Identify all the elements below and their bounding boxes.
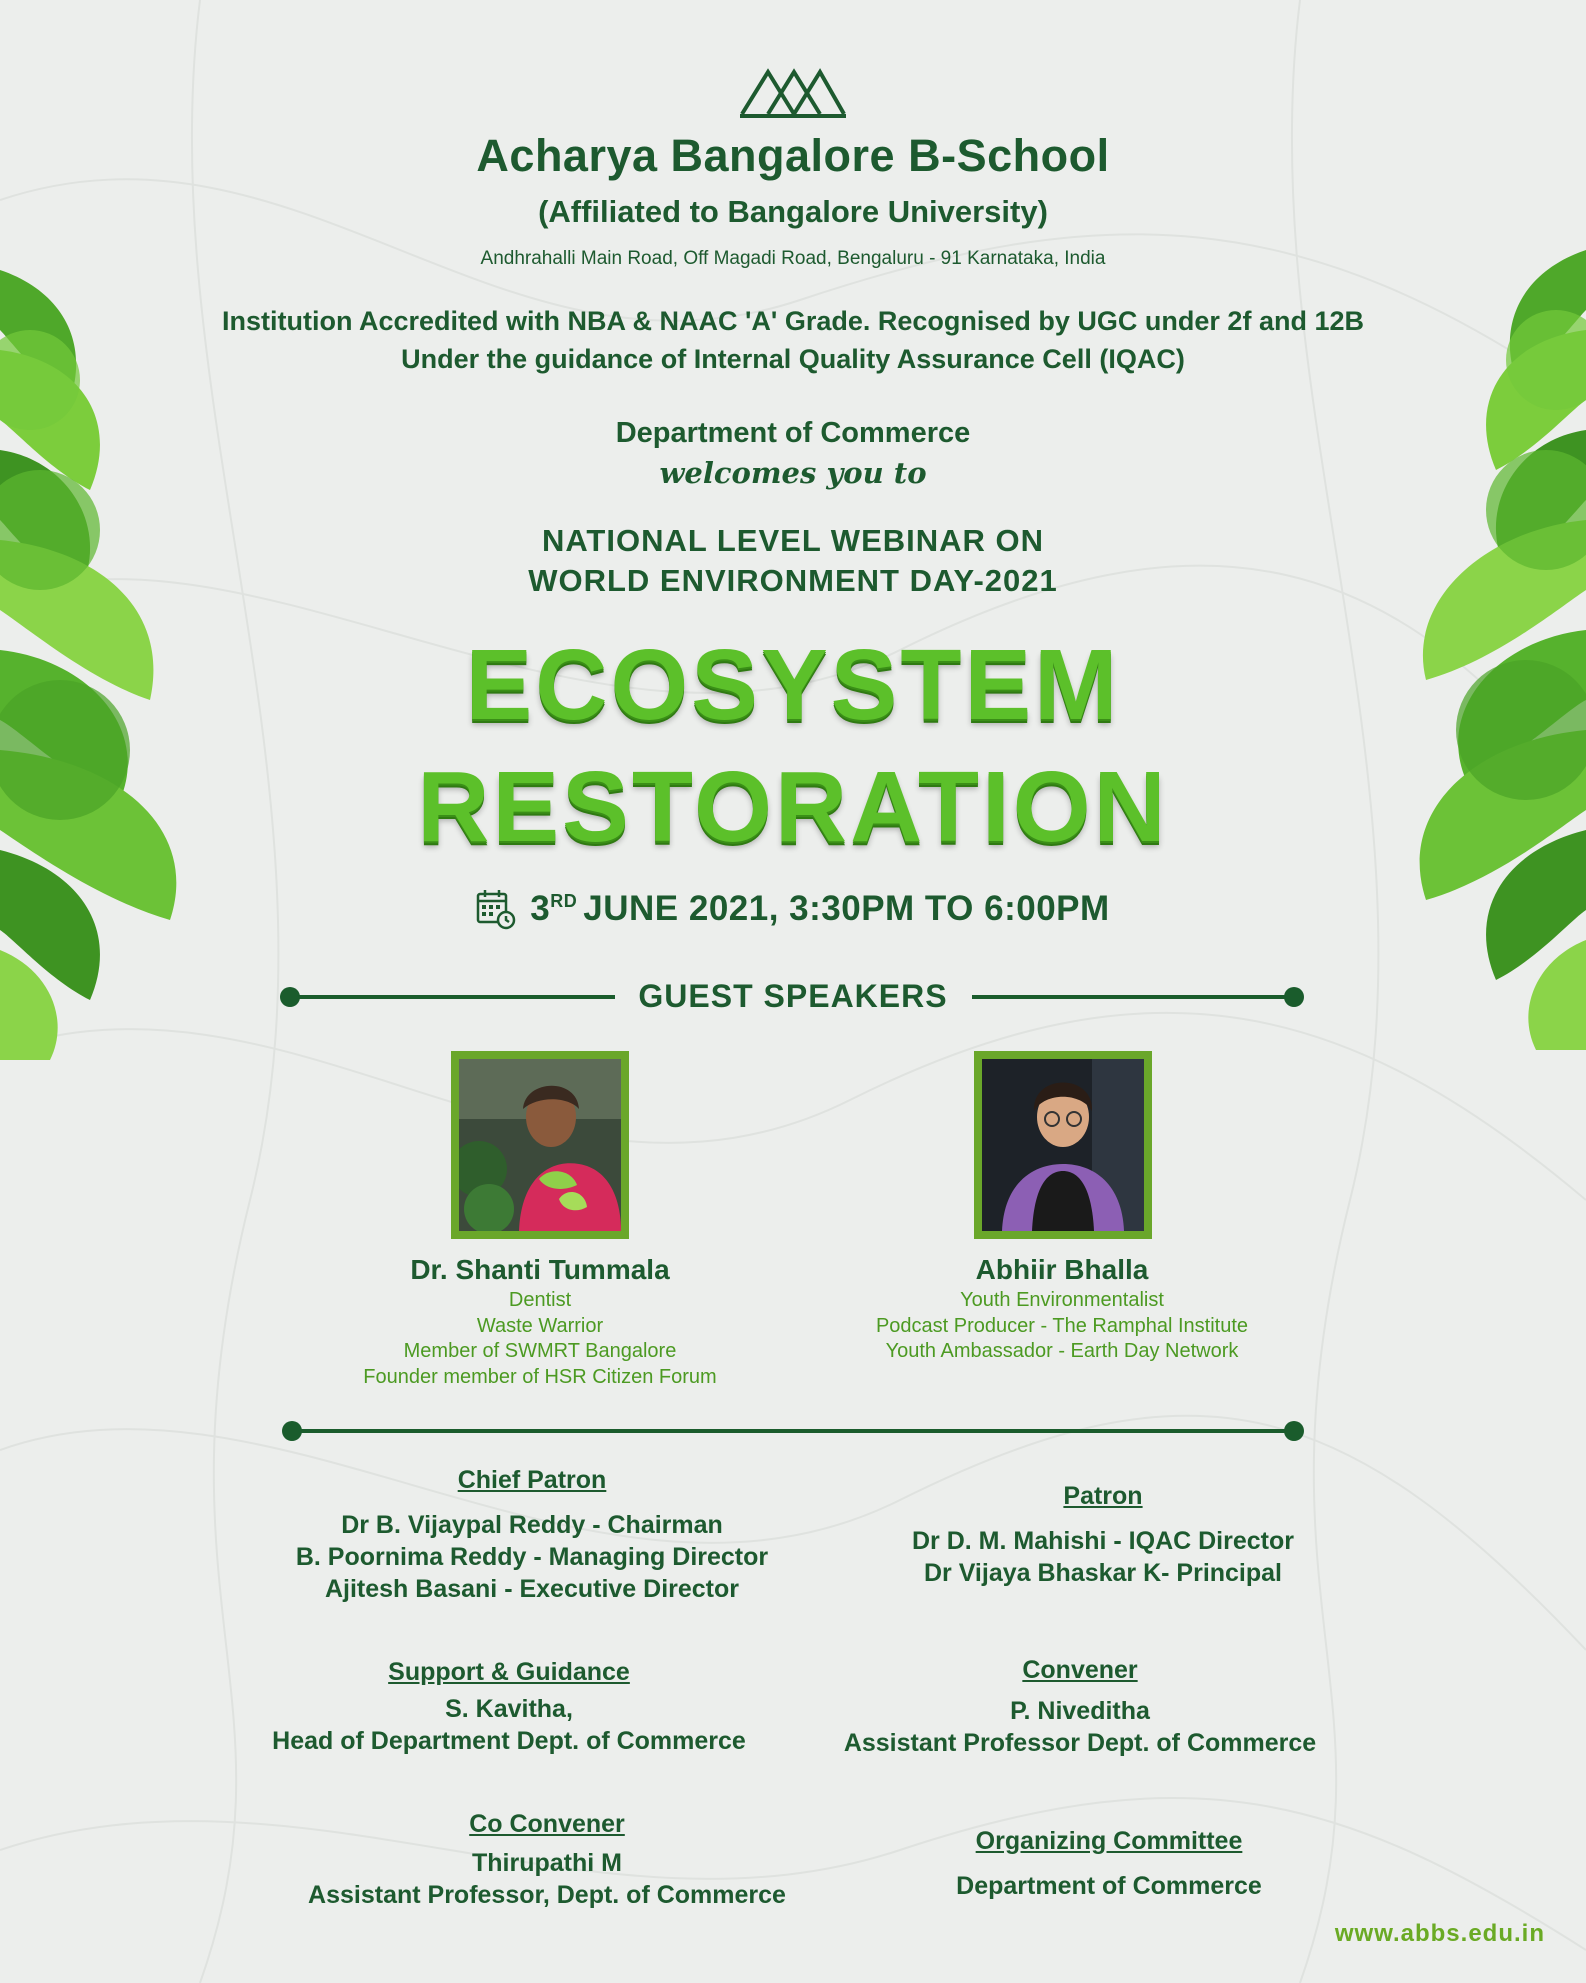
co-convener-block [247, 1810, 847, 1911]
speaker-2-photo [974, 1051, 1152, 1239]
patron-heading: Patron [1063, 1482, 1143, 1510]
event-date-rest: JUNE 2021, 3:30PM TO 6:00PM [583, 889, 1110, 928]
speaker-2-role: Youth Ambassador - Earth Day Network [885, 1340, 1239, 1362]
webinar-line-2: WORLD ENVIRONMENT DAY-2021 [528, 563, 1058, 598]
convener-line: P. Niveditha [1010, 1697, 1150, 1725]
title-line-2: RESTORATION [417, 751, 1169, 863]
calendar-clock-icon [476, 888, 516, 930]
organizing-line: Department of Commerce [956, 1872, 1262, 1900]
patron-line: Dr Vijaya Bhaskar K- Principal [923, 1559, 1283, 1587]
support-line: Head of Department Dept. of Commerce [272, 1727, 746, 1755]
speaker-1-portrait-icon [459, 1059, 621, 1231]
divider2-line [292, 1429, 1292, 1433]
speaker-2-role: Podcast Producer - The Ramphal Institute [875, 1314, 1249, 1337]
affiliation: (Affiliated to Bangalore University) [538, 194, 1048, 229]
support-line: S. Kavitha, [445, 1695, 573, 1723]
co-convener-heading: Co Convener [469, 1810, 625, 1838]
accreditation-line-2: Under the guidance of Internal Quality Assurance Cell (IQAC) [401, 344, 1185, 374]
website-link[interactable]: www.abbs.edu.in [1334, 1920, 1545, 1947]
organizing-heading: Organizing Committee [975, 1827, 1243, 1855]
event-date-suffix: RD [550, 891, 578, 912]
speaker-1-role: Dentist [508, 1289, 572, 1311]
co-convener-line: Thirupathi M [472, 1849, 622, 1877]
chief-patron-line: Dr B. Vijaypal Reddy - Chairman [341, 1511, 723, 1539]
speaker-1-role: Member of SWMRT Bangalore [403, 1340, 677, 1362]
convener-block [780, 1656, 1380, 1759]
speaker-2-info [812, 1254, 1312, 1365]
event-date [530, 889, 1109, 929]
title-line-1: ECOSYSTEM [465, 629, 1121, 741]
speaker-1-name: Dr. Shanti Tummala [410, 1254, 670, 1285]
school-name: Acharya Bangalore B-School [476, 130, 1110, 181]
divider-dot-right [1284, 987, 1304, 1007]
co-convener-line: Assistant Professor, Dept. of Commerce [308, 1881, 786, 1909]
event-date-row [0, 888, 1586, 930]
speaker-1-photo [451, 1051, 629, 1239]
convener-heading: Convener [1022, 1656, 1138, 1684]
chief-patron-block [232, 1466, 832, 1605]
patron-block [803, 1482, 1403, 1589]
speaker-2-role: Youth Environmentalist [960, 1289, 1164, 1311]
speaker-1-info [290, 1254, 790, 1390]
patron-line: Dr D. M. Mahishi - IQAC Director [912, 1527, 1294, 1555]
speaker-1-role: Founder member of HSR Citizen Forum [363, 1365, 717, 1388]
divider-line-right [972, 995, 1294, 999]
speaker-2-portrait-icon [982, 1059, 1144, 1231]
support-block [209, 1658, 809, 1757]
address: Andhrahalli Main Road, Off Magadi Road, Bengaluru - 91 Karnataka, India [480, 248, 1106, 269]
chief-patron-line: Ajitesh Basani - Executive Director [324, 1575, 740, 1603]
accreditation-line-1: Institution Accredited with NBA & NAAC 'A' Grade. Recognised by UGC under 2f and 12B [222, 306, 1364, 336]
guest-speakers-heading: GUEST SPEAKERS [638, 978, 948, 1014]
speaker-2-name: Abhiir Bhalla [975, 1254, 1149, 1285]
event-date-day: 3 [530, 889, 551, 928]
divider2-dot-right [1284, 1421, 1304, 1441]
speaker-1-role: Waste Warrior [476, 1314, 604, 1337]
department-name: Department of Commerce [615, 417, 971, 449]
webinar-line-1: NATIONAL LEVEL WEBINAR ON [541, 523, 1045, 558]
support-heading: Support & Guidance [388, 1658, 630, 1686]
chief-patron-line: B. Poornima Reddy - Managing Director [295, 1543, 769, 1571]
organizing-block [809, 1827, 1409, 1902]
convener-line: Assistant Professor Dept. of Commerce [843, 1729, 1317, 1757]
chief-patron-heading: Chief Patron [457, 1466, 607, 1494]
school-logo-icon [738, 62, 848, 122]
welcome-text: welcomes you to [659, 456, 927, 490]
